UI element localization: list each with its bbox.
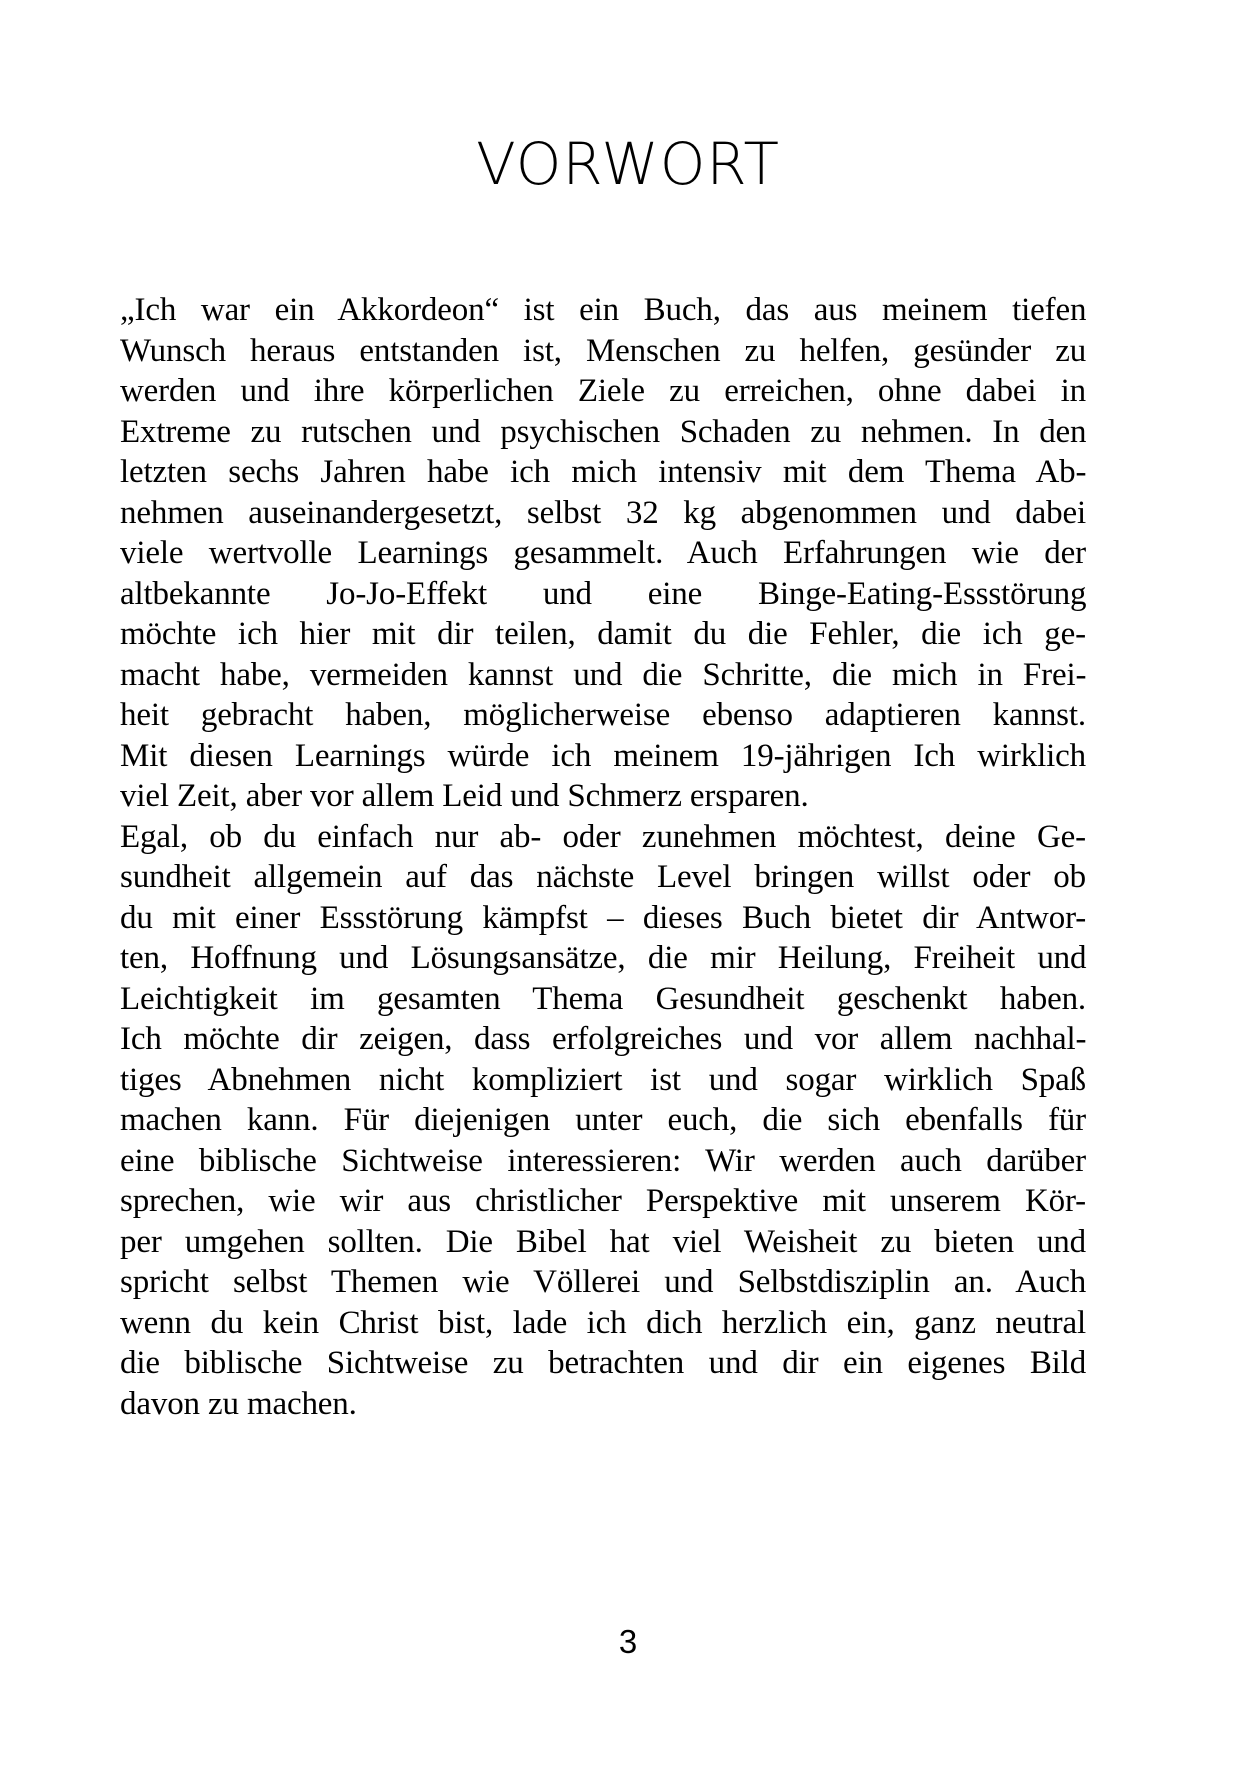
text-line: werden und ihre körperlichen Ziele zu erreichen, ohne dabei in: [120, 373, 1086, 409]
paragraph-2: [120, 817, 1086, 1425]
text-line: davon zu machen.: [120, 1385, 357, 1422]
text-line: Wunsch heraus entstanden ist, Menschen zu helfen, gesünder zu: [120, 332, 1087, 369]
text-line: ten, Hoffnung und Lösungsansätze, die mir Heilung, Freiheit und: [120, 940, 1087, 976]
text-line: Egal, ob du einfach nur ab- oder zunehmen möchtest, deine Ge-: [120, 818, 1086, 855]
text-line: altbekannte Jo-Jo-Effekt und eine Binge-Eating-Essstörung: [120, 575, 1087, 612]
text-line: per umgehen sollten. Die Bibel hat viel Weisheit zu bieten und: [120, 1223, 1086, 1260]
foreword-text: [120, 290, 1086, 1424]
text-line: wenn du kein Christ bist, lade ich dich herzlich ein, ganz neutral: [120, 1304, 1086, 1341]
text-line: eine biblische Sichtweise interessieren: Wir werden auch darüber: [120, 1142, 1086, 1179]
text-line: die biblische Sichtweise zu betrachten und dir ein eigenes Bild: [120, 1345, 1087, 1381]
text-line: Leichtigkeit im gesamten Thema Gesundheit geschenkt haben.: [120, 980, 1087, 1017]
page-number: 3: [618, 1623, 638, 1660]
text-line: spricht selbst Themen wie Völlerei und Selbstdisziplin an. Auch: [120, 1264, 1087, 1300]
text-line: Extreme zu rutschen und psychischen Schaden zu nehmen. In den: [120, 413, 1087, 450]
chapter-title: VORWORT: [476, 130, 780, 198]
text-line: letzten sechs Jahren habe ich mich intensiv mit dem Thema Ab-: [120, 454, 1087, 490]
text-line: „Ich war ein Akkordeon“ ist ein Buch, das aus meinem tiefen: [120, 292, 1087, 328]
text-line: heit gebracht haben, möglicherweise ebenso adaptieren kannst.: [120, 697, 1086, 733]
text-line: Ich möchte dir zeigen, dass erfolgreiches und vor allem nachhal-: [120, 1021, 1087, 1057]
text-line: möchte ich hier mit dir teilen, damit du die Fehler, die ich ge-: [120, 616, 1086, 652]
text-line: machen kann. Für diejenigen unter euch, die sich ebenfalls für: [120, 1102, 1086, 1138]
text-line: tiges Abnehmen nicht kompliziert ist und sogar wirklich Spaß: [120, 1061, 1086, 1098]
text-line: viel Zeit, aber vor allem Leid und Schmerz ersparen.: [120, 778, 809, 814]
paragraph-1: [120, 290, 1086, 817]
text-line: sprechen, wie wir aus christlicher Perspektive mit unserem Kör-: [120, 1183, 1086, 1219]
text-line: viele wertvolle Learnings gesammelt. Auch Erfahrungen wie der: [120, 535, 1086, 571]
text-line: Mit diesen Learnings würde ich meinem 19-jährigen Ich wirklich: [120, 737, 1086, 774]
text-line: macht habe, vermeiden kannst und die Schritte, die mich in Frei-: [120, 656, 1087, 693]
text-line: sundheit allgemein auf das nächste Level bringen willst oder ob: [120, 859, 1086, 895]
text-line: du mit einer Essstörung kämpfst – dieses Buch bietet dir Antwor-: [120, 899, 1087, 936]
text-line: nehmen auseinandergesetzt, selbst 32 kg abgenommen und dabei: [120, 494, 1086, 531]
